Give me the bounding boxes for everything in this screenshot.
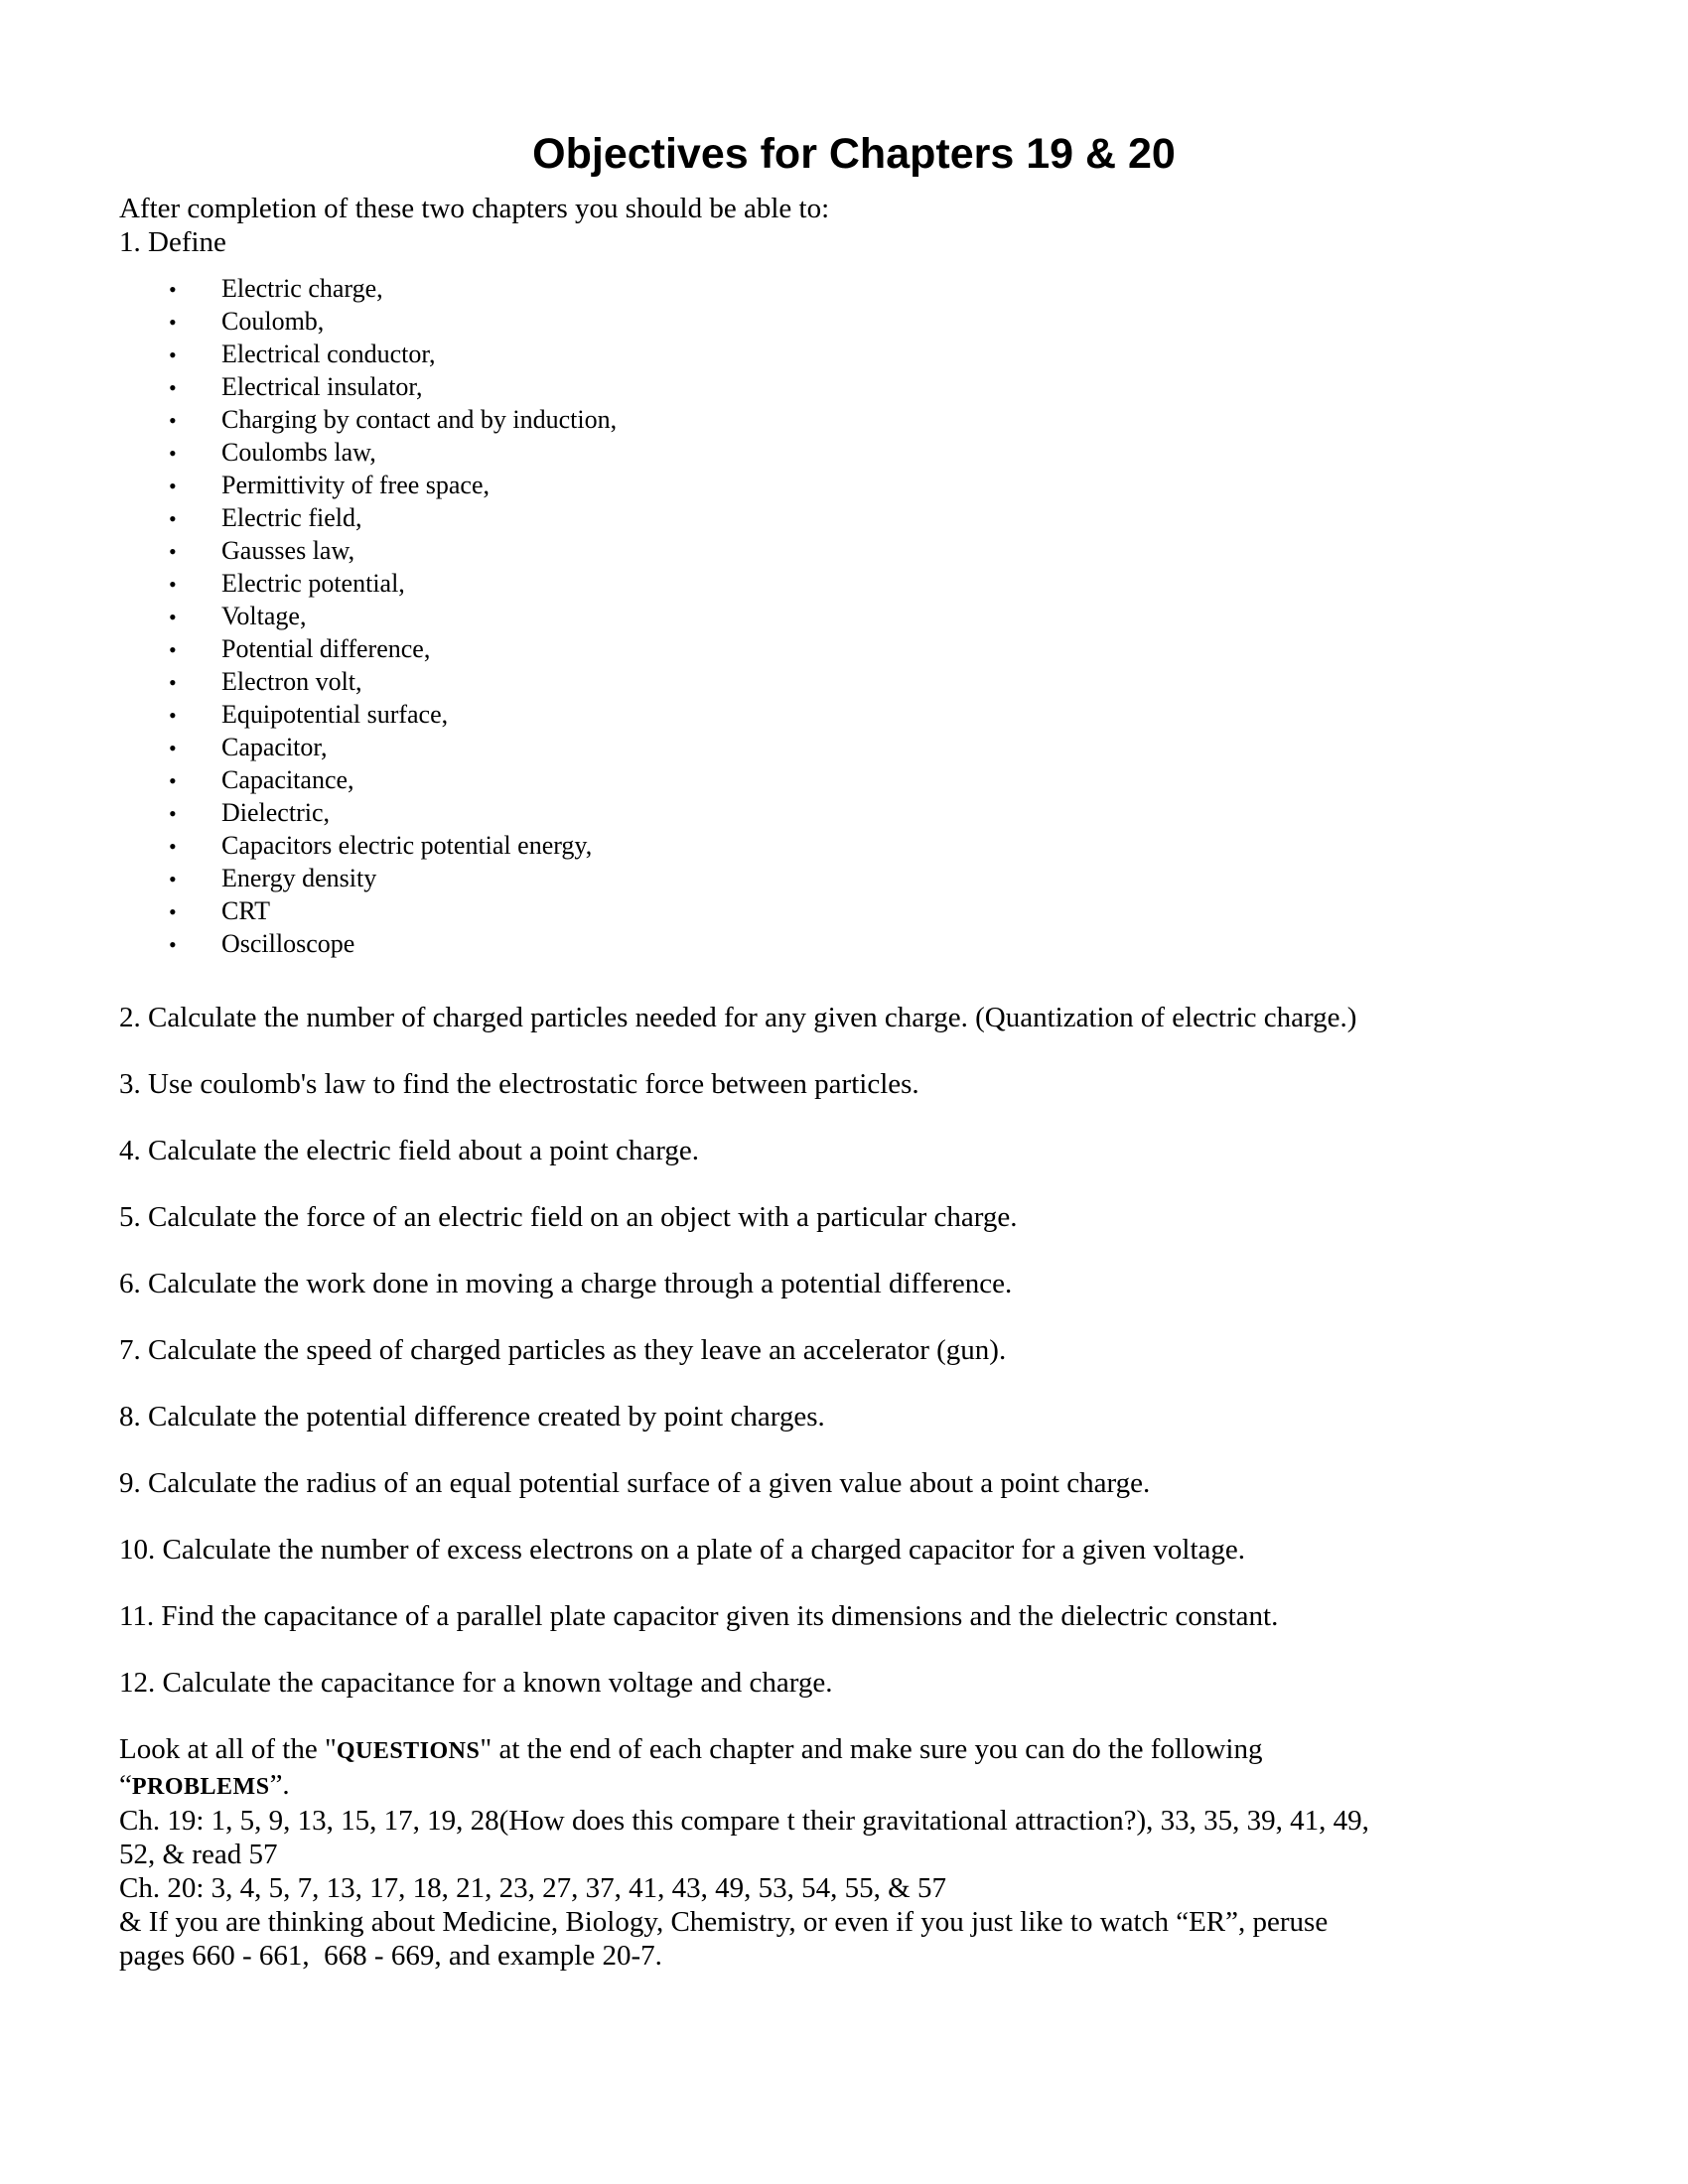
bullet-icon: • xyxy=(169,703,177,729)
problems-keyword: PROBLEMS xyxy=(131,1774,270,1801)
define-item-label: Electric charge, xyxy=(221,274,383,304)
define-item-label: Coulomb, xyxy=(221,307,325,337)
define-item-label: Electric field, xyxy=(221,503,362,533)
bullet-icon: • xyxy=(169,867,177,892)
problems-line-pre: “ xyxy=(119,1769,132,1802)
define-item xyxy=(169,601,1589,633)
bullet-icon: • xyxy=(169,408,177,434)
define-item xyxy=(169,732,1589,764)
define-item xyxy=(169,470,1589,502)
define-item-label: Voltage, xyxy=(221,602,307,631)
bullet-icon: • xyxy=(169,899,177,925)
objective-item: 5. Calculate the force of an electric field on an object with a particular charge. xyxy=(119,1201,1018,1234)
page-title: Objectives for Chapters 19 & 20 xyxy=(532,130,1176,178)
define-item xyxy=(169,797,1589,830)
objective-item: 12. Calculate the capacitance for a known voltage and charge. xyxy=(119,1667,833,1700)
bullet-icon: • xyxy=(169,539,177,565)
bullet-icon: • xyxy=(169,834,177,860)
define-item xyxy=(169,895,1589,928)
closing-section xyxy=(119,1732,1589,1973)
define-item-label: CRT xyxy=(221,896,271,926)
define-item-label: Oscilloscope xyxy=(221,929,355,959)
objective-item: 3. Use coulomb's law to find the electrostatic force between particles. xyxy=(119,1068,919,1101)
objective-item: 9. Calculate the radius of an equal potential surface of a given value about a point charge. xyxy=(119,1467,1151,1500)
bullet-icon: • xyxy=(169,375,177,401)
ch20-problems-line: Ch. 20: 3, 4, 5, 7, 13, 17, 18, 21, 23, 27, 37, 41, 43, 49, 53, 54, 55, & 57 xyxy=(119,1872,946,1905)
define-item xyxy=(169,764,1589,797)
define-item-label: Electrical conductor, xyxy=(221,340,436,369)
bullet-icon: • xyxy=(169,637,177,663)
questions-line-post: " at the end of each chapter and make sure you can do the following xyxy=(480,1733,1263,1766)
define-item xyxy=(169,568,1589,601)
bullet-icon: • xyxy=(169,572,177,598)
define-item-label: Electron volt, xyxy=(221,667,362,697)
problems-line xyxy=(119,1768,1589,1804)
define-item-label: Gausses law, xyxy=(221,536,355,566)
bullet-icon: • xyxy=(169,342,177,368)
define-item xyxy=(169,863,1589,895)
ch19-problems-line-2: 52, & read 57 xyxy=(119,1839,278,1871)
objectives-list xyxy=(119,1001,1589,1700)
define-item xyxy=(169,404,1589,437)
define-item-label: Capacitance, xyxy=(221,765,354,795)
bullet-icon: • xyxy=(169,801,177,827)
questions-line-pre: Look at all of the " xyxy=(119,1733,337,1766)
define-item xyxy=(169,273,1589,306)
define-item-label: Electric potential, xyxy=(221,569,405,599)
define-item xyxy=(169,306,1589,339)
define-item xyxy=(169,371,1589,404)
questions-keyword: QUESTIONS xyxy=(336,1738,481,1765)
ch19-problems-line: Ch. 19: 1, 5, 9, 13, 15, 17, 19, 28(How does this compare t their gravitational attraction?), 33, 35, 39, 41, 49, xyxy=(119,1805,1369,1838)
bullet-icon: • xyxy=(169,310,177,336)
define-item-label: Capacitor, xyxy=(221,733,328,762)
er-note-line: & If you are thinking about Medicine, Biology, Chemistry, or even if you just like to watch “ER”, peruse xyxy=(119,1906,1329,1939)
define-item-label: Capacitors electric potential energy, xyxy=(221,831,593,861)
define-item-label: Potential difference, xyxy=(221,634,431,664)
define-item-label: Dielectric, xyxy=(221,798,330,828)
objective-item: 11. Find the capacitance of a parallel plate capacitor given its dimensions and the dielectric constant. xyxy=(119,1600,1279,1633)
define-item xyxy=(169,830,1589,863)
define-item xyxy=(169,437,1589,470)
bullet-icon: • xyxy=(169,932,177,958)
bullet-icon: • xyxy=(169,736,177,761)
define-item-label: Permittivity of free space, xyxy=(221,471,491,500)
objective-item: 7. Calculate the speed of charged particles as they leave an accelerator (gun). xyxy=(119,1334,1007,1367)
objective-item: 10. Calculate the number of excess electrons on a plate of a charged capacitor for a given voltage. xyxy=(119,1534,1246,1567)
problems-line-post: ”. xyxy=(269,1769,290,1802)
questions-line xyxy=(119,1732,1589,1768)
bullet-icon: • xyxy=(169,670,177,696)
define-item xyxy=(169,339,1589,371)
intro-text: After completion of these two chapters you should be able to: xyxy=(119,193,830,225)
bullet-icon: • xyxy=(169,768,177,794)
objective-item: 6. Calculate the work done in moving a charge through a potential difference. xyxy=(119,1268,1013,1300)
define-item xyxy=(169,928,1589,961)
define-heading: 1. Define xyxy=(119,226,226,259)
objective-item: 8. Calculate the potential difference created by point charges. xyxy=(119,1401,825,1433)
define-item xyxy=(169,699,1589,732)
define-item xyxy=(169,666,1589,699)
bullet-icon: • xyxy=(169,441,177,467)
er-note-line-2: pages 660 - 661, 668 - 669, and example 20-7. xyxy=(119,1940,662,1973)
bullet-icon: • xyxy=(169,506,177,532)
define-item xyxy=(169,535,1589,568)
define-item xyxy=(169,502,1589,535)
define-list xyxy=(119,273,1589,961)
objective-item: 2. Calculate the number of charged particles needed for any given charge. (Quantization of electric charge.) xyxy=(119,1002,1357,1034)
define-item-label: Equipotential surface, xyxy=(221,700,449,730)
define-item-label: Electrical insulator, xyxy=(221,372,423,402)
objective-item: 4. Calculate the electric field about a point charge. xyxy=(119,1135,700,1167)
bullet-icon: • xyxy=(169,474,177,499)
define-item-label: Coulombs law, xyxy=(221,438,376,468)
bullet-icon: • xyxy=(169,605,177,630)
define-item xyxy=(169,633,1589,666)
define-item-label: Charging by contact and by induction, xyxy=(221,405,618,435)
define-item-label: Energy density xyxy=(221,864,377,893)
bullet-icon: • xyxy=(169,277,177,303)
